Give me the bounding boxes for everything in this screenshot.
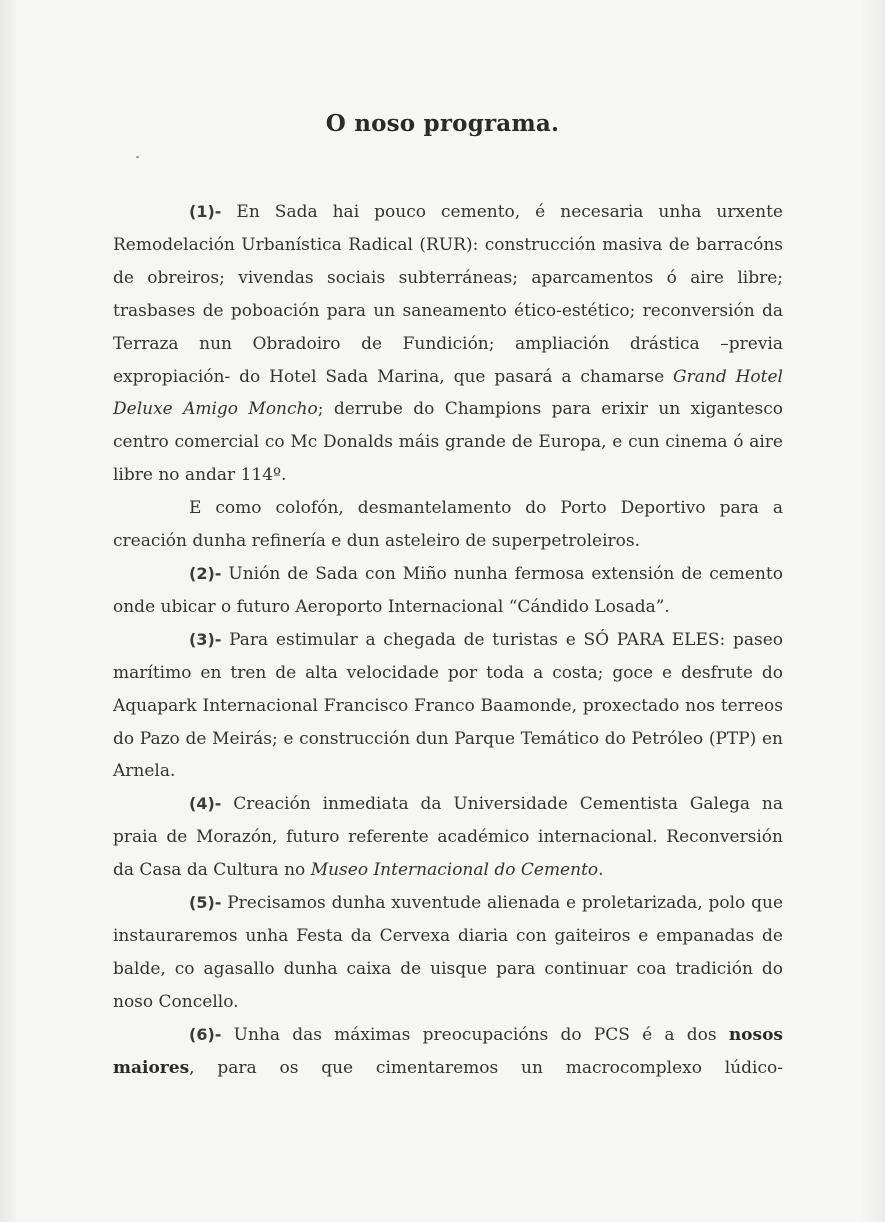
item-number: (5)- — [189, 893, 222, 913]
program-body — [113, 196, 783, 1084]
item-italic-text: Grand Hotel Deluxe Amigo Moncho — [113, 366, 783, 420]
item-number: (2)- — [189, 563, 222, 583]
program-item-5 — [113, 887, 783, 1019]
program-item-2 — [113, 558, 783, 624]
item-text: Unión de Sada con Miño nunha fermosa extensión de cemento onde ubicar o futuro Aeroporto Internacional “Cándido Losada”. — [113, 563, 783, 617]
item-text: Creación inmediata da Universidade Cementista Galega na praia de Morazón, futuro referente académico internacional. Reconversión da Casa da Cultura no — [113, 794, 783, 881]
item-text: , para os que cimentaremos un macrocomplexo lúdico- — [189, 1057, 783, 1078]
item-bold-text: nosos maiores — [113, 1024, 783, 1078]
program-item-4 — [113, 788, 783, 887]
item-number: (6)- — [189, 1024, 222, 1044]
page-title: O noso programa. — [325, 110, 560, 137]
item-text: Para estimular a chegada de turistas e SÓ PARA ELES: paseo marítimo en tren de alta velocidade por toda a costa; goce e desfrute do Aquapark Internacional Francisco Franco Baamonde, proxectado nos terreos do Pazo de Meirás; e construcción dun Parque Temático do Petróleo (PTP) en Arnela. — [113, 629, 783, 782]
item-text: En Sada hai pouco cemento, é necesaria unha urxente Remodelación Urbanística Radical (RUR): construcción masiva de barracóns de obreiros; vivendas sociais subterráneas; aparcamentos ó aire libre; trasbases de poboación para un saneamento ético-estético; reconversión da Terraza nun Obradoiro de Fundición; ampliación drástica –previa expropiación- do Hotel Sada Marina, que pasará a chamarse — [113, 202, 783, 387]
program-item-1-continuation — [113, 492, 783, 558]
item-number: (3)- — [189, 629, 222, 649]
program-item-6 — [113, 1019, 783, 1085]
item-text: Unha das máximas preocupacións do PCS é a dos — [221, 1024, 729, 1045]
item-text: ; derrube do Champions para erixir un xigantesco centro comercial co Mc Donalds máis grande de Europa, e cun cinema ó aire libre no andar 114º. — [113, 399, 783, 486]
item-number: (1)- — [189, 202, 222, 221]
scan-speck — [136, 156, 139, 158]
item-number: (4)- — [189, 794, 222, 814]
item-text: Precisamos dunha xuventude alienada e proletarizada, polo que instauraremos unha Festa da Cervexa diaria con gaiteiros e empanadas de balde, co agasallo dunha caixa de uisque para continuar coa tradición do noso Concello. — [113, 893, 783, 1012]
item-text: . — [598, 860, 604, 881]
program-item-3 — [113, 624, 783, 789]
item-text: E como colofón, desmantelamento do Porto Deportivo para a creación dunha refinería e dun asteleiro de superpetroleiros. — [113, 498, 783, 552]
item-italic-text: Museo Internacional do Cemento — [310, 860, 599, 881]
program-item-1 — [113, 196, 783, 492]
